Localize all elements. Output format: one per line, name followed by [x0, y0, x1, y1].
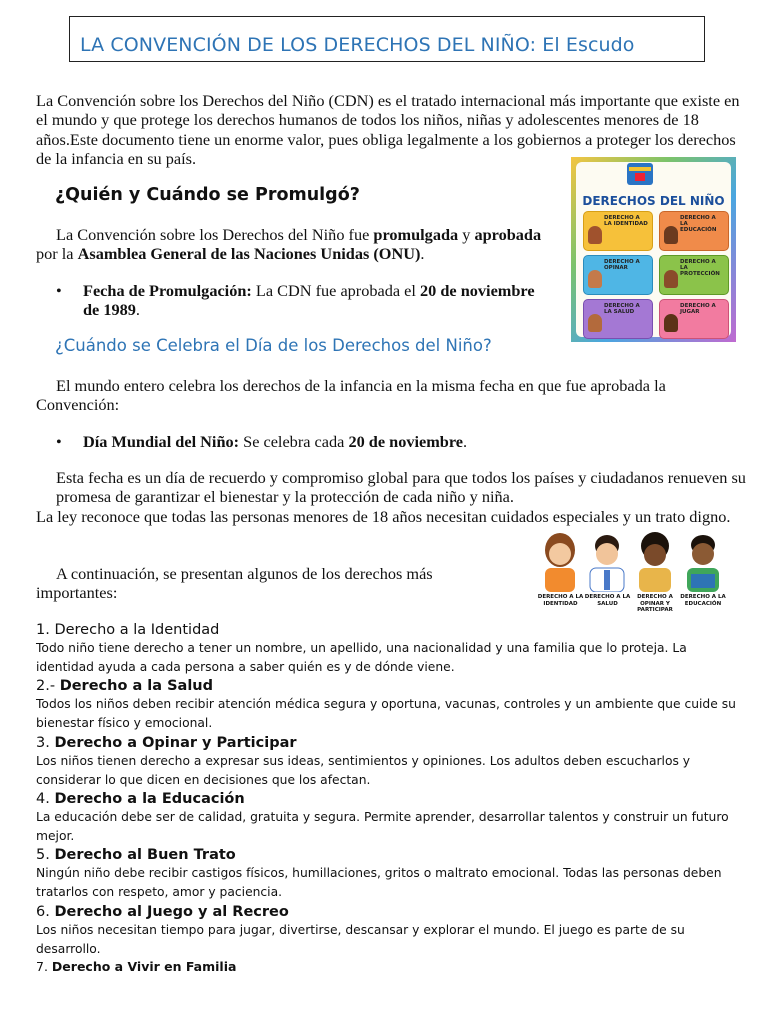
right-item — [36, 846, 748, 901]
text-segment: La Convención sobre los Derechos del Niño fue — [56, 225, 374, 244]
bullet-text — [83, 432, 733, 451]
kid-caption: DERECHO A OPINAR Y PARTICIPAR — [637, 594, 673, 613]
right-description: Todo niño tiene derecho a tener un nombre, un apellido, una nacionalidad y una familia que lo proteja. La identidad ayuda a cada persona a saber quién es y de dónde viene. — [36, 641, 687, 674]
bold-segment: 20 de noviembre de 1989 — [83, 281, 535, 320]
kids-rights-image — [537, 530, 727, 620]
child-icon — [588, 226, 602, 244]
right-title: Derecho a la Educación — [54, 791, 245, 807]
right-number: 6. — [36, 904, 50, 920]
rights-intro-paragraph — [36, 564, 506, 603]
right-title: Derecho a la Salud — [59, 678, 214, 694]
page-title: LA CONVENCIÓN DE LOS DERECHOS DEL NIÑO: El Escudo — [80, 34, 635, 56]
poster-card-label: DERECHO A LA IDENTIDAD — [604, 215, 648, 227]
right-title: Derecho al Buen Trato — [54, 847, 236, 863]
commitment-paragraph — [36, 468, 746, 526]
bold-segment: 20 de noviembre — [348, 432, 464, 451]
text-line: Esta fecha es un día de recuerdo y compromiso global para que todos los países y ciudadanos renueven su promesa de garantizar el bienestar y la protección de cada niño y niña. — [56, 468, 746, 507]
right-heading — [36, 903, 748, 921]
section-heading-quien: ¿Quién y Cuándo se Promulgó? — [55, 185, 360, 205]
right-number: 1. — [36, 622, 50, 638]
poster-card-label: DERECHO A LA SALUD — [604, 303, 640, 315]
right-number: 5. — [36, 847, 50, 863]
child-icon — [664, 314, 678, 332]
derechos-poster-image — [571, 157, 736, 342]
kid-caption: DERECHO A LA EDUCACIÓN — [680, 594, 726, 607]
right-description: Todos los niños deben recibir atención médica segura y oportuna, vacunas, controles y un ambiente que cuide su bienestar físico y emocional. — [36, 697, 736, 730]
poster-card-label: DERECHO A LA PROTECCIÓN — [680, 259, 720, 277]
promulgation-paragraph — [36, 225, 546, 264]
right-item — [36, 734, 748, 789]
poster-card — [659, 211, 729, 251]
text-segment: por la — [36, 244, 78, 264]
text-segment: . — [420, 244, 425, 264]
kid-figure — [584, 530, 631, 620]
text-segment: y — [458, 225, 475, 244]
bullet-dia-mundial — [36, 432, 746, 454]
bullet-dot: • — [56, 432, 62, 451]
kid-illustration — [631, 530, 679, 592]
kid-figure — [537, 530, 584, 620]
poster-card-label: DERECHO A LA EDUCACIÓN — [680, 215, 717, 233]
kid-illustration — [679, 530, 727, 592]
kid-caption: DERECHO A LA IDENTIDAD — [537, 594, 584, 607]
right-item — [36, 790, 748, 845]
text-segment: La CDN fue aprobada el — [251, 281, 420, 300]
right-item — [36, 621, 748, 676]
child-icon — [664, 270, 678, 288]
section-heading-cuando: ¿Cuándo se Celebra el Día de los Derechos del Niño? — [55, 336, 492, 355]
right-description: Los niños tienen derecho a expresar sus ideas, sentimientos y opiniones. Los adultos deben escucharlos y considerar lo que dicen en decisiones que los afectan. — [36, 754, 691, 787]
right-item — [36, 903, 748, 958]
text-line: La ley reconoce que todas las personas menores de 18 años necesitan cuidados especiales y un trato digno. — [36, 506, 731, 526]
right-title: Derecho al Juego y al Recreo — [54, 904, 289, 920]
right-heading — [36, 790, 748, 808]
right-heading — [36, 621, 748, 639]
right-number: 3. — [36, 735, 50, 751]
right-title: Derecho a Opinar y Participar — [54, 735, 297, 751]
right-item — [36, 958, 236, 976]
poster-card-label: DERECHO A OPINAR — [604, 259, 640, 271]
celebration-paragraph — [36, 376, 746, 415]
right-heading — [36, 846, 748, 864]
right-heading — [36, 734, 748, 752]
kid-illustration — [584, 530, 631, 592]
right-number: 2.- — [36, 678, 56, 694]
kid-figure — [679, 530, 727, 620]
child-icon — [588, 270, 602, 288]
right-description: Los niños necesitan tiempo para jugar, divertirse, descansar y explorar el mundo. El juego es parte de su desarrollo. — [36, 923, 685, 956]
poster-card — [659, 255, 729, 295]
bold-segment: aprobada — [474, 225, 542, 244]
child-icon — [588, 314, 602, 332]
right-number: 7. — [36, 959, 48, 974]
right-description: La educación debe ser de calidad, gratuita y segura. Permite aprender, desarrollar talentos y construir un futuro mejor. — [36, 810, 729, 843]
right-title: Derecho a Vivir en Familia — [51, 959, 237, 974]
bullet-fecha — [36, 281, 546, 321]
text-segment: Se celebra cada — [239, 432, 349, 451]
right-number: 4. — [36, 791, 50, 807]
text-segment: . — [463, 432, 468, 451]
poster-card — [659, 299, 729, 339]
right-item — [36, 677, 748, 732]
bold-segment: promulgada — [373, 225, 459, 244]
bold-segment: Asamblea General de las Naciones Unidas (ONU) — [77, 244, 421, 264]
poster-title: DERECHOS DEL NIÑO — [582, 194, 725, 208]
intro-paragraph: La Convención sobre los Derechos del Niño (CDN) es el tratado internacional más importante que existe en el mundo y que protege los derechos humanos de todos los niños, niñas y adolescentes menores de 18 años.Este documento tiene un enorme valor, pues obliga legalmente a los gobiernos a proteger los derechos de la infancia en su país. — [36, 91, 740, 169]
bullet-text — [83, 281, 553, 320]
text-segment: El mundo entero celebra los derechos de la infancia en la misma fecha en que fue aprobada la Convención: — [36, 376, 666, 415]
kid-caption: DERECHO A LA SALUD — [584, 594, 631, 607]
bold-segment: Fecha de Promulgación: — [83, 281, 252, 300]
poster-card-label: DERECHO A JUGAR — [680, 303, 716, 315]
right-heading — [36, 958, 236, 976]
bullet-dot: • — [56, 281, 62, 300]
right-description: Ningún niño debe recibir castigos físicos, humillaciones, gritos o maltrato emocional. Todas las personas deben tratarlos con respeto, amor y paciencia. — [36, 866, 722, 899]
poster-card — [583, 255, 653, 295]
poster-card — [583, 299, 653, 339]
child-icon — [664, 226, 678, 244]
text-segment: . — [135, 300, 140, 320]
right-heading — [36, 677, 748, 695]
kid-illustration — [537, 530, 584, 592]
bold-segment: Día Mundial del Niño: — [83, 432, 240, 451]
right-title: Derecho a la Identidad — [54, 622, 220, 638]
poster-card — [583, 211, 653, 251]
kid-figure — [631, 530, 679, 620]
text-segment: A continuación, se presentan algunos de los derechos más importantes: — [36, 564, 433, 603]
